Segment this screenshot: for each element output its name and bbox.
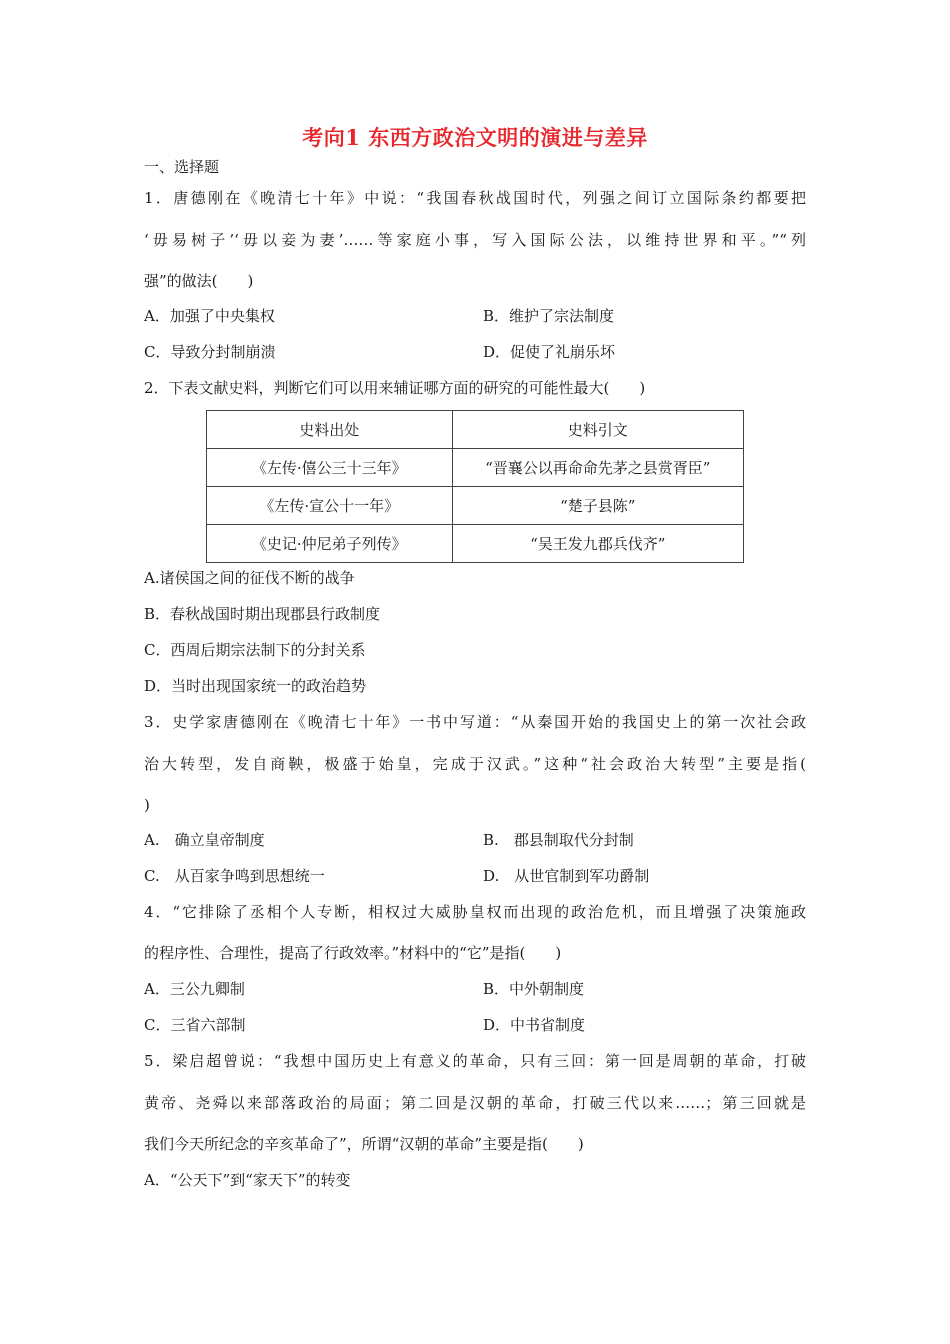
table-row xyxy=(207,525,744,563)
table-cell: “吴王发九郡兵伐齐” xyxy=(452,525,743,563)
q4-option-d: D．中书省制度 xyxy=(483,1016,586,1034)
table-cell: “晋襄公以再命命先茅之县赏胥臣” xyxy=(452,449,743,487)
q1-stem-line-3: 强”的做法( ) xyxy=(144,272,254,290)
q3-option-a: A. 确立皇帝制度 xyxy=(144,831,265,849)
q1-option-b: B．维护了宗法制度 xyxy=(483,307,615,325)
q5-stem-line-1: 5．梁启超曾说：“我想中国历史上有意义的革命，只有三回：第一回是周朝的革命，打破 xyxy=(144,1052,806,1070)
q4-stem-line-2: 的程序性、合理性，提高了行政效率。”材料中的“它”是指( ) xyxy=(144,944,562,962)
q2-option-b: B．春秋战国时期出现郡县行政制度 xyxy=(144,605,381,623)
q3-option-d: D. 从世官制到军功爵制 xyxy=(483,867,650,885)
table-cell: “楚子县陈” xyxy=(452,487,743,525)
source-table xyxy=(206,410,744,563)
q2-stem: 2．下表文献史料，判断它们可以用来辅证哪方面的研究的可能性最大( ) xyxy=(144,379,646,397)
q1-option-c: C．导致分封制崩溃 xyxy=(144,343,276,361)
table-row xyxy=(207,449,744,487)
q2-option-a: A.诸侯国之间的征伐不断的战争 xyxy=(144,569,355,587)
q2-option-d: D．当时出现国家统一的政治趋势 xyxy=(144,677,367,695)
q5-stem-line-3: 我们今天所纪念的辛亥革命了”，所谓“汉朝的革命”主要是指( ) xyxy=(144,1135,584,1153)
table-cell: 《史记·仲尼弟子列传》 xyxy=(207,525,453,563)
q4-option-c: C．三省六部制 xyxy=(144,1016,246,1034)
q4-stem-line-1: 4．“它排除了丞相个人专断，相权过大威胁皇权而出现的政治危机，而且增强了决策施政 xyxy=(144,903,806,921)
table-header-quote: 史料引文 xyxy=(452,411,743,449)
q4-option-b: B．中外朝制度 xyxy=(483,980,585,998)
table-header-source: 史料出处 xyxy=(207,411,453,449)
q3-option-b: B. 郡县制取代分封制 xyxy=(483,831,634,849)
table-header-row xyxy=(207,411,744,449)
table-cell: 《左传·僖公三十三年》 xyxy=(207,449,453,487)
q1-option-a: A．加强了中央集权 xyxy=(144,307,275,325)
q4-option-a: A．三公九卿制 xyxy=(144,980,245,998)
q1-stem-line-2: ‘毋易树子’‘毋以妾为妻’……等家庭小事，写入国际公法，以维持世界和平。”“列 xyxy=(144,231,806,249)
section-heading: 一、选择题 xyxy=(144,158,220,176)
q5-option-a: A．“公天下”到“家天下”的转变 xyxy=(144,1171,351,1189)
table-cell: 《左传·宣公十一年》 xyxy=(207,487,453,525)
table-row xyxy=(207,487,744,525)
q3-stem-line-1: 3．史学家唐德刚在《晚清七十年》一书中写道：“从秦国开始的我国史上的第一次社会政 xyxy=(144,713,806,731)
q5-stem-line-2: 黄帝、尧舜以来部落政治的局面；第二回是汉朝的革命，打破三代以来……；第三回就是 xyxy=(144,1094,806,1112)
page-title: 考向1 东西方政治文明的演进与差异 xyxy=(302,125,648,150)
q1-option-d: D．促使了礼崩乐坏 xyxy=(483,343,616,361)
q3-stem-line-2: 治大转型，发自商鞅，极盛于始皇，完成于汉武。”这种“社会政治大转型”主要是指( xyxy=(144,755,806,773)
q3-option-c: C. 从百家争鸣到思想统一 xyxy=(144,867,325,885)
q3-stem-line-3: ) xyxy=(144,796,150,814)
q2-option-c: C．西周后期宗法制下的分封关系 xyxy=(144,641,366,659)
q1-stem-line-1: 1．唐德刚在《晚清七十年》中说：“我国春秋战国时代，列强之间订立国际条约都要把 xyxy=(144,189,806,207)
